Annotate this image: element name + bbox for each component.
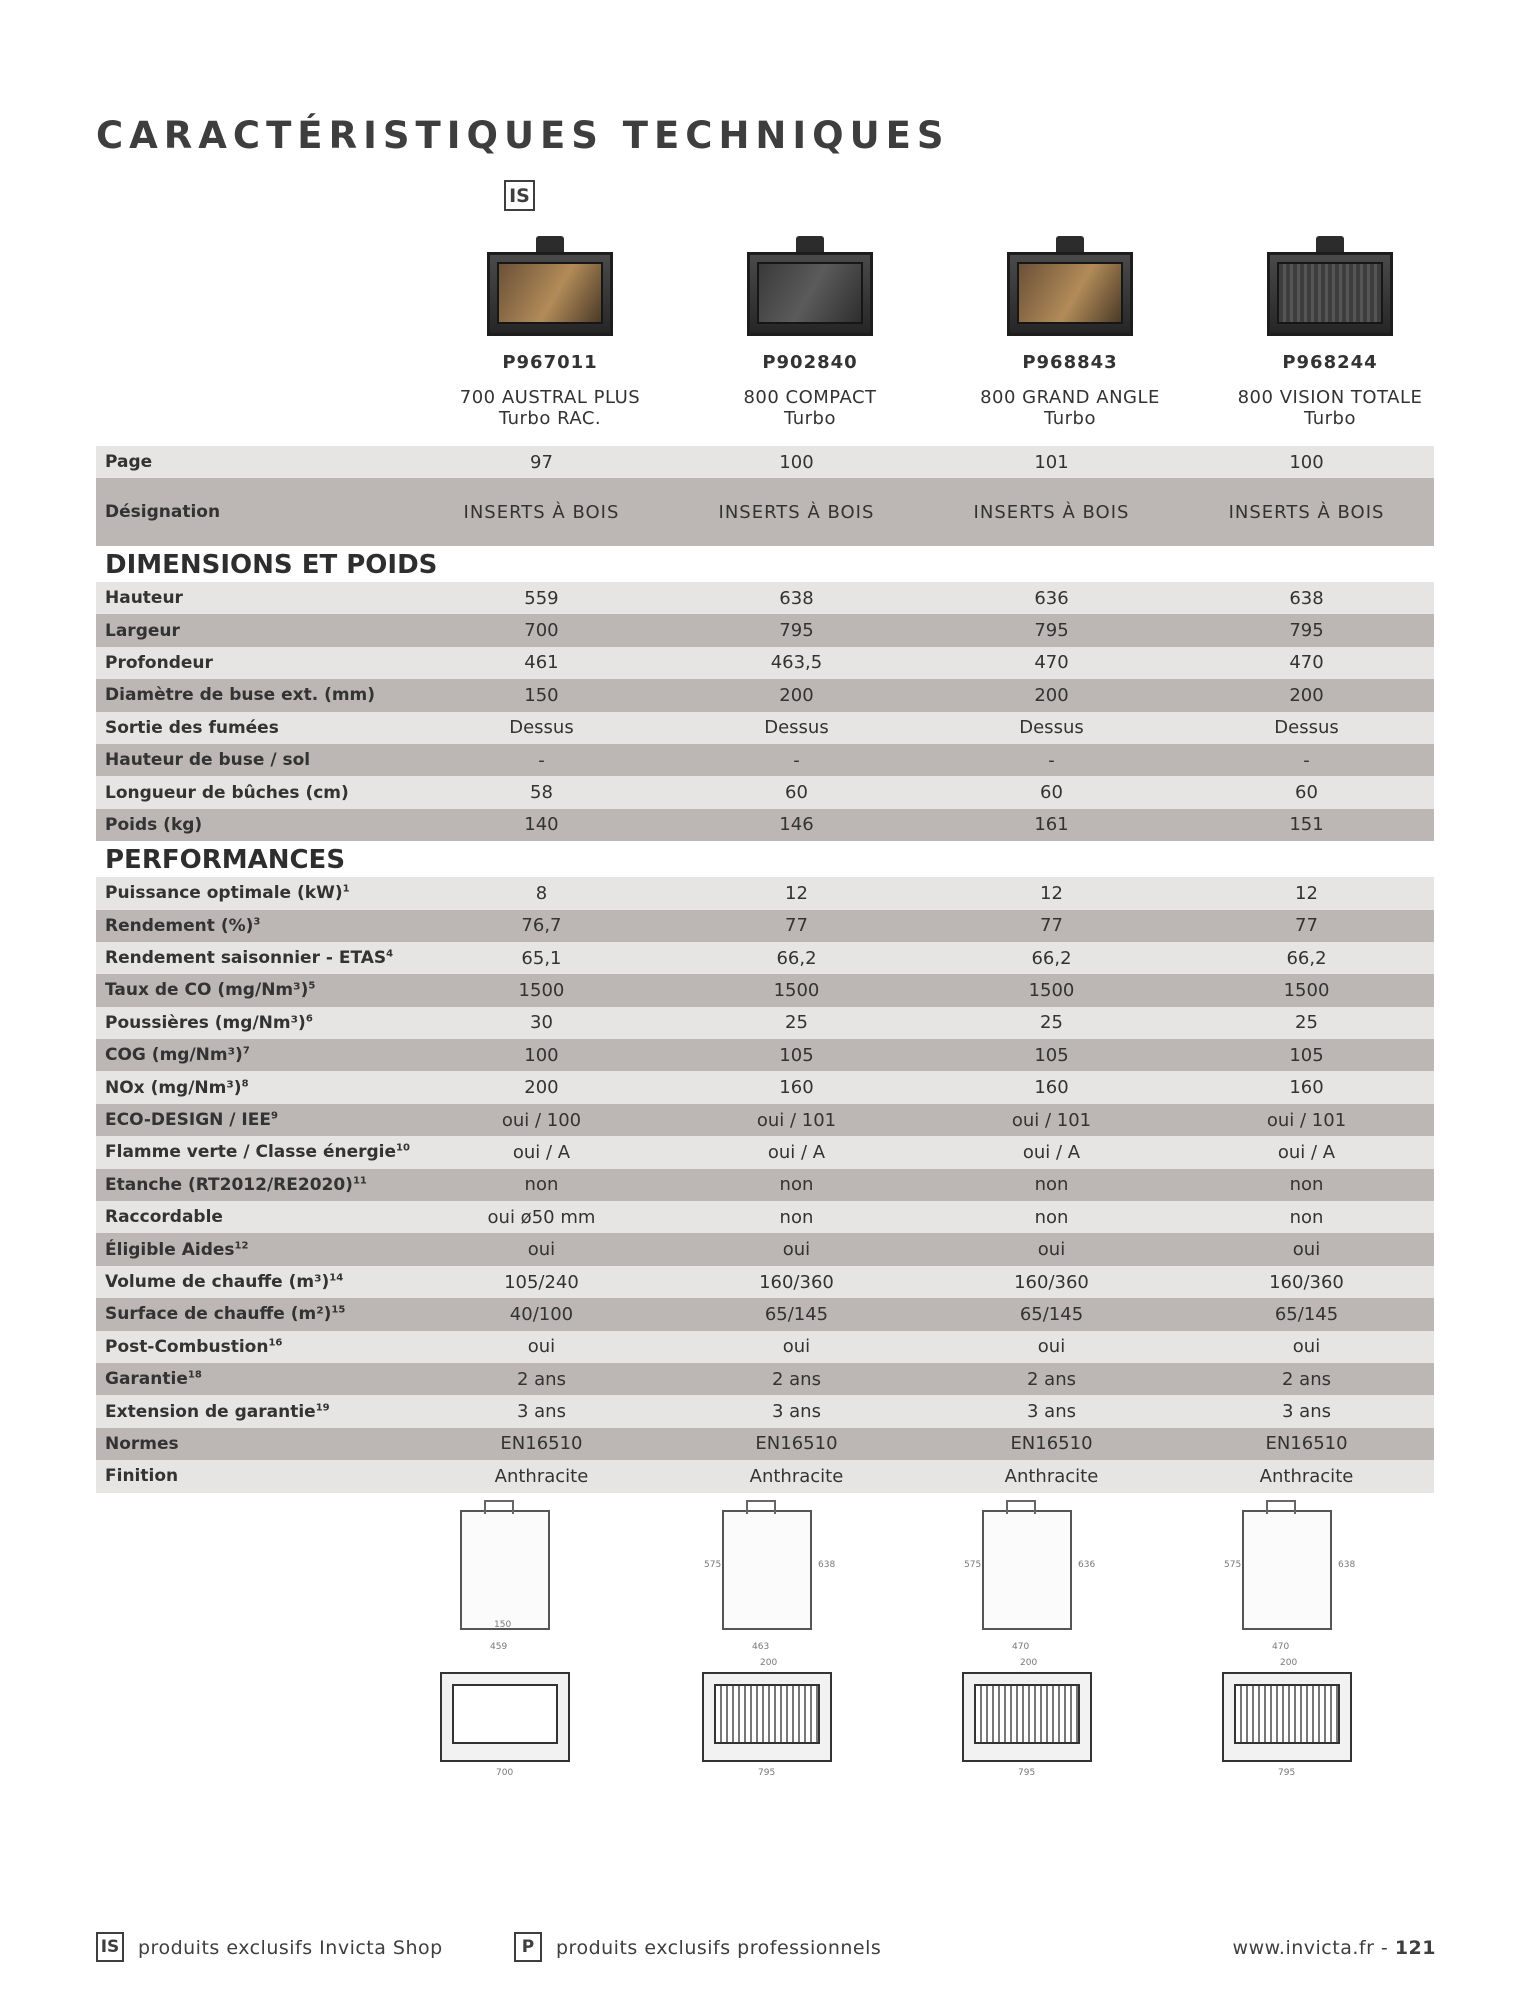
side-height-a-label: 575 (704, 1560, 722, 1570)
table-cell: 150 (524, 684, 559, 706)
table-cell: 25 (785, 1012, 808, 1034)
row-label: Diamètre de buse ext. (mm) (105, 685, 376, 706)
table-cell: INSERTS À BOIS (1228, 501, 1385, 523)
table-row (96, 1039, 1434, 1071)
row-label: Raccordable (105, 1207, 223, 1228)
table-cell: 100 (1289, 451, 1324, 473)
table-row (96, 614, 1434, 646)
table-cell: oui / A (1022, 1141, 1081, 1163)
stove-insert-icon (1003, 230, 1137, 340)
table-row (96, 478, 1434, 546)
row-label: Longueur de bûches (cm) (105, 782, 349, 803)
table-cell: 700 (524, 620, 559, 642)
invicta-shop-exclusive-badge: IS (504, 180, 535, 211)
table-cell: oui / 100 (501, 1109, 582, 1131)
footer-website[interactable] (1233, 1937, 1436, 1959)
side-height-a-label: 575 (1224, 1560, 1242, 1570)
table-row (96, 712, 1434, 744)
table-cell: - (1048, 749, 1055, 771)
table-cell: 3 ans (771, 1401, 821, 1423)
table-cell: 25 (1295, 1012, 1318, 1034)
product-name-line1: 800 GRAND ANGLE (980, 387, 1160, 408)
table-cell: - (538, 749, 545, 771)
table-row (96, 1331, 1434, 1363)
table-cell: 3 ans (1282, 1401, 1331, 1423)
footnote-ref: 12 (234, 1239, 249, 1251)
table-cell: 160/360 (1014, 1271, 1089, 1293)
footnote-ref: 1 (342, 883, 350, 895)
table-cell: 1500 (1028, 979, 1075, 1001)
table-cell: oui (1037, 1336, 1066, 1358)
table-cell: 795 (1289, 620, 1324, 642)
row-label: Page (105, 452, 153, 472)
table-cell: 12 (1040, 882, 1063, 904)
table-cell: 2 ans (771, 1368, 821, 1390)
table-cell: 101 (1034, 451, 1069, 473)
table-cell: 12 (785, 882, 808, 904)
table-cell: 795 (1034, 620, 1069, 642)
row-label: Rendement (%)$^3$ (105, 915, 261, 936)
row-label: Rendement saisonnier - ETAS$^4$ (105, 948, 394, 969)
row-label: Post-Combustion$^{16}$ (105, 1336, 283, 1357)
table-cell: 12 (1295, 882, 1318, 904)
side-height-b-label: 638 (1338, 1560, 1356, 1570)
row-label: Normes (105, 1433, 179, 1454)
table-cell: 97 (530, 451, 553, 473)
product-name-line1: 800 VISION TOTALE (1237, 387, 1423, 408)
table-row (96, 446, 1434, 478)
table-row (96, 942, 1434, 974)
table-cell: oui (1037, 1239, 1066, 1261)
table-row (96, 679, 1434, 711)
product-header (96, 230, 1434, 440)
drawing-column (682, 1500, 882, 1800)
row-label: Désignation (105, 502, 221, 522)
product-name-line1: 700 AUSTRAL PLUS (459, 387, 641, 408)
table-cell: EN16510 (755, 1433, 838, 1455)
table-cell: oui (782, 1239, 811, 1261)
front-top-label: 200 (1020, 1658, 1038, 1668)
table-cell: oui / A (512, 1141, 571, 1163)
footnote-ref: 10 (396, 1142, 410, 1154)
table-row (96, 974, 1434, 1006)
footnote-ref: 16 (268, 1337, 283, 1349)
side-height-b-label: 638 (818, 1560, 836, 1570)
row-label: Etanche $(RT2012/RE2020)^{11}$ (105, 1174, 367, 1195)
section-title: DIMENSIONS ET POIDS (105, 550, 438, 580)
row-label: Poussières $(mg/Nm^3)^6$ (105, 1012, 313, 1033)
row-label: Largeur (105, 620, 180, 641)
footnote-ref: 7 (242, 1045, 250, 1057)
table-cell: 65/145 (1019, 1303, 1084, 1325)
footnote-ref: 4 (386, 948, 394, 960)
table-cell: Dessus (1019, 717, 1084, 739)
front-view-drawing (440, 1672, 570, 1762)
product-name-line2: Turbo (1303, 408, 1356, 429)
table-cell: 559 (524, 587, 559, 609)
table-cell: 470 (1289, 652, 1324, 674)
table-cell: 105 (1289, 1044, 1324, 1066)
product-column (420, 230, 680, 440)
table-cell: Dessus (509, 717, 574, 739)
table-row (96, 1233, 1434, 1265)
front-width-label: 795 (1018, 1768, 1036, 1778)
table-cell: oui / 101 (1011, 1109, 1092, 1131)
table-cell: 1500 (773, 979, 820, 1001)
table-cell: 8 (535, 882, 548, 904)
table-cell: 40/100 (509, 1303, 574, 1325)
table-cell: 65/145 (764, 1303, 829, 1325)
table-row (96, 1136, 1434, 1168)
table-cell: 105 (1034, 1044, 1069, 1066)
table-cell: INSERTS À BOIS (973, 501, 1130, 523)
row-label: Sortie des fumées (105, 717, 279, 738)
table-cell: 105 (779, 1044, 814, 1066)
footer-p-text: produits exclusifs professionnels (556, 1937, 882, 1959)
table-cell: oui (782, 1336, 811, 1358)
table-cell: 30 (530, 1012, 553, 1034)
table-row (96, 1363, 1434, 1395)
table-cell: 140 (524, 814, 559, 836)
product-name-line2: Turbo (783, 408, 836, 429)
side-height-a-label: 575 (964, 1560, 982, 1570)
table-cell: 461 (524, 652, 559, 674)
table-cell: non (779, 1174, 814, 1196)
row-label: Poids (kg) (105, 814, 203, 835)
table-cell: 160/360 (1269, 1271, 1344, 1293)
table-cell: oui ø50 mm (487, 1206, 596, 1228)
table-cell: non (1034, 1206, 1069, 1228)
table-cell: 65/145 (1274, 1303, 1339, 1325)
front-view-drawing (962, 1672, 1092, 1762)
row-label: Hauteur (105, 588, 183, 609)
footnote-ref: 5 (308, 980, 316, 992)
table-cell: 25 (1040, 1012, 1063, 1034)
footer-p-badge: P (514, 1932, 542, 1962)
footnote-ref: 6 (305, 1013, 313, 1025)
table-cell: - (1303, 749, 1310, 771)
product-code: P902840 (762, 352, 858, 373)
product-code: P967011 (502, 352, 598, 373)
table-cell: oui / 101 (1266, 1109, 1347, 1131)
section-title: PERFORMANCES (105, 845, 346, 876)
table-cell: 77 (785, 915, 808, 937)
side-depth-label: 463 (752, 1642, 770, 1652)
table-cell: 2 ans (516, 1368, 566, 1390)
product-name (940, 387, 1200, 429)
row-label: Profondeur (105, 652, 213, 673)
table-cell: non (1289, 1206, 1324, 1228)
table-cell: 60 (785, 782, 808, 804)
table-cell: oui / 101 (756, 1109, 837, 1131)
row-label: Éligible Aides$^{12}$ (105, 1239, 249, 1260)
table-cell: 160/360 (759, 1271, 834, 1293)
table-row (96, 1428, 1434, 1460)
row-label: Flamme verte / Classe énergie$^{10}$ (105, 1142, 410, 1163)
spec-table (96, 446, 1434, 1493)
row-label: Taux de CO $(mg/Nm^3)^5$ (105, 980, 316, 1001)
front-view-drawing (702, 1672, 832, 1762)
product-name-line1: 800 COMPACT (743, 387, 877, 408)
table-cell: INSERTS À BOIS (718, 501, 875, 523)
product-code: P968843 (1022, 352, 1118, 373)
table-cell: Anthracite (749, 1465, 844, 1487)
table-row (96, 582, 1434, 614)
table-row (96, 647, 1434, 679)
table-cell: non (1289, 1174, 1324, 1196)
table-cell: 795 (779, 620, 814, 642)
table-cell: EN16510 (1010, 1433, 1093, 1455)
page-title: CARACTÉRISTIQUES TECHNIQUES (96, 114, 950, 157)
table-cell: 58 (530, 782, 553, 804)
table-cell: oui (527, 1336, 556, 1358)
table-cell: 470 (1034, 652, 1069, 674)
table-cell: 60 (1040, 782, 1063, 804)
table-cell: 77 (1040, 915, 1063, 937)
product-column (680, 230, 940, 440)
front-width-label: 795 (1278, 1768, 1296, 1778)
table-cell: 3 ans (516, 1401, 566, 1423)
table-row (96, 744, 1434, 776)
table-row (96, 1104, 1434, 1136)
table-row (96, 809, 1434, 841)
table-row (96, 1266, 1434, 1298)
row-label: Garantie$^{18}$ (105, 1369, 202, 1390)
table-cell: 100 (524, 1044, 559, 1066)
row-label: Hauteur de buse / sol (105, 750, 311, 771)
footnote-ref: 14 (329, 1272, 344, 1284)
website-link[interactable]: www.invicta.fr - (1232, 1937, 1389, 1959)
table-cell: 66,2 (1286, 947, 1327, 969)
drawing-column (1202, 1500, 1402, 1800)
row-label: NOx $(mg/Nm^3)^8$ (105, 1077, 249, 1098)
product-column (1200, 230, 1460, 440)
product-name (680, 387, 940, 429)
product-name (420, 387, 680, 429)
front-view-drawing (1222, 1672, 1352, 1762)
footnote-ref: 9 (270, 1110, 278, 1122)
stove-insert-icon (743, 230, 877, 340)
side-height-b-label: 636 (1078, 1560, 1096, 1570)
drawing-column (942, 1500, 1142, 1800)
row-label: COG $(mg/Nm^3)^7$ (105, 1045, 250, 1066)
table-cell: 2 ans (1026, 1368, 1076, 1390)
table-cell: 76,7 (521, 915, 562, 937)
table-cell: 66,2 (1031, 947, 1072, 969)
table-cell: 161 (1034, 814, 1069, 836)
drawing-column (420, 1500, 620, 1800)
table-cell: 1500 (518, 979, 565, 1001)
footnote-ref: 18 (187, 1369, 202, 1381)
table-cell: Anthracite (494, 1465, 589, 1487)
table-cell: 65,1 (521, 947, 562, 969)
table-cell: Dessus (764, 717, 829, 739)
technical-drawings (420, 1500, 1460, 1800)
product-name-line2: Turbo (1043, 408, 1096, 429)
table-cell: oui (527, 1239, 556, 1261)
footnote-ref: 15 (331, 1304, 346, 1316)
footnote-ref: 3 (253, 916, 261, 928)
table-cell: non (1034, 1174, 1069, 1196)
table-row (96, 1460, 1434, 1492)
footer-is-text: produits exclusifs Invicta Shop (138, 1937, 443, 1959)
table-cell: 77 (1295, 915, 1318, 937)
table-cell: oui (1292, 1336, 1321, 1358)
page-number: 121 (1394, 1937, 1436, 1959)
footnote-ref: 11 (352, 1175, 367, 1187)
product-column (940, 230, 1200, 440)
table-cell: oui (1292, 1239, 1321, 1261)
table-cell: 638 (779, 587, 814, 609)
table-cell: 100 (779, 451, 814, 473)
table-cell: 636 (1034, 587, 1069, 609)
table-cell: oui / A (1277, 1141, 1336, 1163)
row-label: Extension de garantie$^{19}$ (105, 1401, 330, 1422)
table-cell: 66,2 (776, 947, 817, 969)
table-cell: 200 (1034, 684, 1069, 706)
table-cell: 200 (524, 1077, 559, 1099)
footnote-ref: 19 (315, 1401, 330, 1413)
table-cell: 200 (779, 684, 814, 706)
table-cell: 160 (1289, 1077, 1324, 1099)
row-label: Puissance optimale (kW)$^1$ (105, 883, 350, 904)
table-row (96, 910, 1434, 942)
table-row (96, 877, 1434, 909)
row-label: Finition (105, 1466, 179, 1487)
table-cell: 160 (1034, 1077, 1069, 1099)
product-name-line2: Turbo RAC. (498, 408, 602, 429)
table-row (96, 776, 1434, 808)
side-view-drawing (1242, 1510, 1332, 1630)
side-view-drawing (982, 1510, 1072, 1630)
table-row (96, 1169, 1434, 1201)
table-cell: 160 (779, 1077, 814, 1099)
row-label: ECO-DESIGN / IEE$^9$ (105, 1110, 278, 1131)
table-cell: EN16510 (1265, 1433, 1348, 1455)
table-cell: INSERTS À BOIS (463, 501, 620, 523)
table-cell: 200 (1289, 684, 1324, 706)
table-cell: non (779, 1206, 814, 1228)
front-top-label: 200 (760, 1658, 778, 1668)
table-row (96, 1201, 1434, 1233)
table-cell: 151 (1289, 814, 1324, 836)
table-cell: Dessus (1274, 717, 1339, 739)
table-cell: Anthracite (1004, 1465, 1099, 1487)
table-cell: 2 ans (1282, 1368, 1331, 1390)
table-row (96, 1395, 1434, 1427)
table-cell: 146 (779, 814, 814, 836)
table-cell: non (524, 1174, 559, 1196)
front-width-label: 700 (496, 1768, 514, 1778)
footer (96, 1932, 1436, 1964)
table-cell: Anthracite (1259, 1465, 1354, 1487)
table-cell: 1500 (1283, 979, 1330, 1001)
table-cell: 3 ans (1026, 1401, 1076, 1423)
footnote-ref: 8 (241, 1078, 249, 1089)
product-name (1200, 387, 1460, 429)
product-code: P968244 (1282, 352, 1378, 373)
side-depth-label: 470 (1012, 1642, 1030, 1652)
table-row (96, 1007, 1434, 1039)
table-cell: 105/240 (504, 1271, 579, 1293)
side-view-drawing (722, 1510, 812, 1630)
table-cell: 638 (1289, 587, 1324, 609)
front-top-label: 200 (1280, 1658, 1298, 1668)
table-row (96, 1071, 1434, 1103)
table-row (96, 1298, 1434, 1330)
table-cell: - (793, 749, 800, 771)
table-cell: oui / A (767, 1141, 826, 1163)
table-cell: 463,5 (770, 652, 823, 674)
stove-insert-icon (1263, 230, 1397, 340)
side-depth-label: 459 (490, 1642, 508, 1652)
front-width-label: 795 (758, 1768, 776, 1778)
stove-insert-icon (483, 230, 617, 340)
side-view-drawing (460, 1510, 550, 1630)
table-cell: EN16510 (500, 1433, 583, 1455)
side-inner-label: 150 (494, 1620, 512, 1630)
side-depth-label: 470 (1272, 1642, 1290, 1652)
row-label: Volume de chauffe $(m^3)^{14}$ (105, 1272, 344, 1292)
footer-is-badge: IS (96, 1932, 124, 1962)
table-cell: 60 (1295, 782, 1318, 804)
row-label: Surface de chauffe $(m^2)^{15}$ (105, 1304, 346, 1325)
